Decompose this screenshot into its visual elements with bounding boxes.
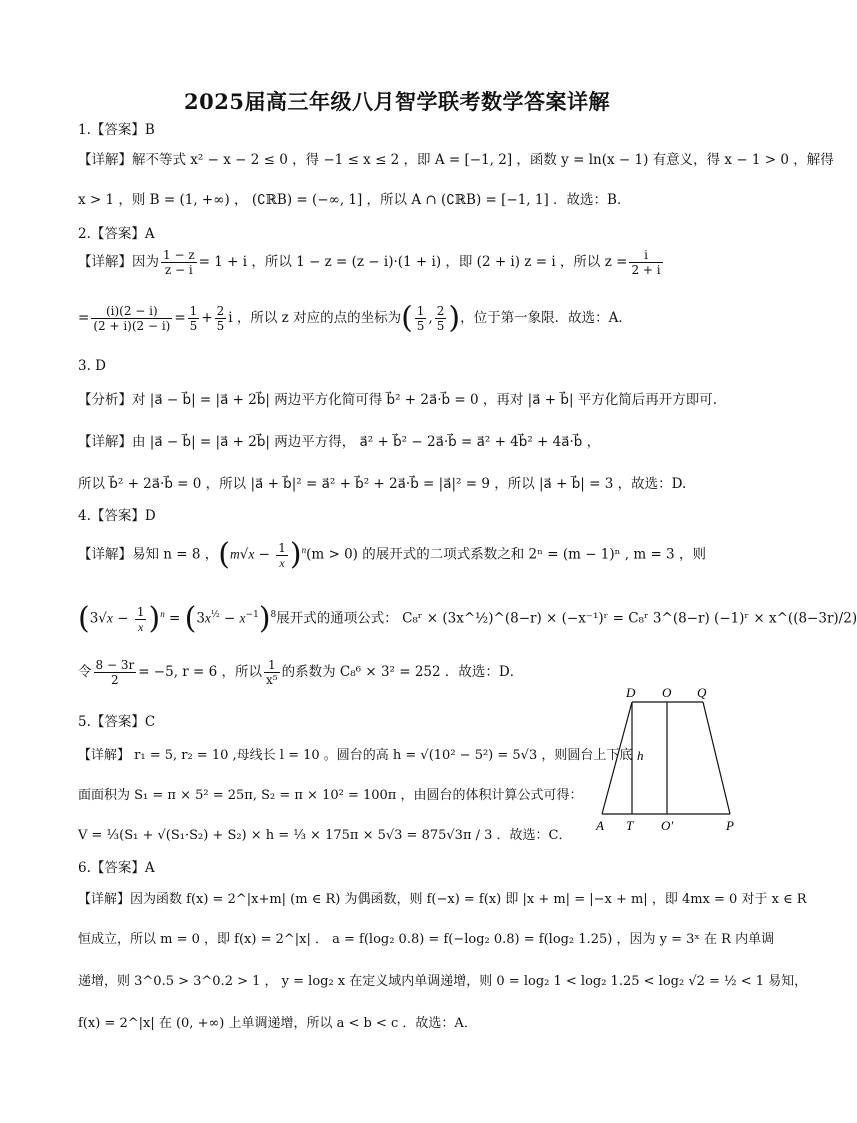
q1-detail-line2: x > 1 ，则 B = (1, +∞) ， (∁ℝB) = (−∞, 1] ，所以 A ∩ (∁ℝB) = [−1, 1] ．故选：B． bbox=[78, 192, 631, 208]
fraction: $\frac{(i)(2 - i)}{(2 + i)(2 - i)}$ bbox=[93, 304, 171, 333]
q6-detail-line1: 【详解】因为函数 f(x) = 2^|x+m| (m ∈ R) 为偶函数，则 f(−x) = f(x) 即 |x + m| = |−x + m| ，即 4mx = 0 对于 x ∈ R bbox=[78, 892, 807, 907]
q4-detail-line1: 【详解】易知 n = 8 ，(m√x − $\frac{1}{x}$ )$^n$(m > 0) 的展开式的二项式系数之和 2ⁿ = (m − 1)ⁿ , m = 3 ，则 bbox=[78, 537, 706, 572]
fraction: $\frac{1}{5}$ bbox=[189, 304, 198, 333]
q4-detail-line2: (3√x − $\frac{1}{x}$ )$^n = (3x^{\frac{1}{2}} - x^{-1})^8$展开式的通项公式： C₈ʳ × (3x^½)^(8−r) × (−x⁻¹)ʳ = C₈ʳ 3^(8−r) (−1)ʳ × x^((8−3r)/2) bbox=[78, 601, 857, 636]
left-slant-edge bbox=[602, 702, 632, 814]
fraction: $\frac{1}{x}$ bbox=[136, 604, 145, 634]
q3-analysis: 【分析】对 |a⃗ − b⃗| = |a⃗ + 2b⃗| 两边平方化简可得 b⃗² + 2a⃗·b⃗ = 0 ，再对 |a⃗ + b⃗| 平方化简后再开方即可. bbox=[78, 392, 718, 408]
q1-answer: 1.【答案】B bbox=[78, 122, 155, 138]
fraction: $\frac{i}{2 + i}$ bbox=[631, 248, 661, 277]
q5-detail-line1: 【详解】 r₁ = 5, r₂ = 10 ,母线长 l = 10 。圆台的高 h = √(10² − 5²) = 5√3 ，则圆台上下底 bbox=[78, 748, 633, 763]
q6-detail-line4: f(x) = 2^|x| 在 (0, +∞) 上单调递增，所以 a < b < c ．故选：A． bbox=[78, 1016, 477, 1031]
q5-detail-line2: 面面积为 S₁ = π × 5² = 25π, S₂ = π × 10² = 100π ，由圆台的体积计算公式可得： bbox=[78, 788, 583, 803]
fraction: $\frac{1}{\text{x⁵}}$ bbox=[266, 658, 278, 687]
frustum-diagram bbox=[592, 686, 772, 836]
q5-detail-line3: V = ⅓(S₁ + √(S₁·S₂) + S₂) × h = ⅓ × 175π × 5√3 = 875√3π / 3 ．故选：C． bbox=[78, 828, 572, 843]
q3-detail-line2: 所以 b⃗² + 2a⃗·b⃗ = 0 ，所以 |a⃗ + b⃗|² = a⃗² + b⃗² + 2a⃗·b⃗ = |a⃗|² = 9 ，所以 |a⃗ + b⃗| = 3 ，故选：D. bbox=[78, 476, 687, 492]
fraction: $\frac{2}{5}$ bbox=[216, 304, 225, 333]
q3-answer: 3. D bbox=[78, 358, 106, 374]
right-slant-edge bbox=[703, 702, 730, 814]
label-T: T bbox=[626, 818, 634, 833]
q5-answer: 5.【答案】C bbox=[78, 714, 156, 730]
label-A: A bbox=[596, 818, 604, 833]
label-P: P bbox=[726, 818, 734, 833]
q2-detail-line1: 【详解】因为 $\frac{1 - z}{z - i}$ = 1 + i ，所以 1 − z = (z − i)·(1 + i) ，即 (2 + i) z = i ，所以 z = $\frac{i}{2 + i}$ bbox=[78, 248, 661, 277]
q2-detail-line2: = $\frac{(i)(2 - i)}{(2 + i)(2 - i)}$ = $\frac{1}{5}$ + $\frac{2}{5}$ i ，所以 z 对应的点的坐标为( $\frac{1}{5}$ , $\frac{2}{5}$ )，位于第一象限．故选：A． bbox=[78, 300, 632, 336]
label-h: h bbox=[637, 748, 644, 763]
q1-detail-line1: 【详解】解不等式 x² − x − 2 ≤ 0 ，得 −1 ≤ x ≤ 2 ，即 A = [−1, 2] ，函数 y = ln(x − 1) 有意义，得 x − 1 > 0 ，解得 bbox=[78, 152, 834, 168]
q6-detail-line2: 恒成立，所以 m = 0 ，即 f(x) = 2^|x| ． a = f(log₂ 0.8) = f(−log₂ 0.8) = f(log₂ 1.25) ，因为 y = 3ˣ 在 R 内单调 bbox=[78, 932, 775, 947]
q4-detail-line3: 令 $\frac{8 - 3r}{2}$ = −5, r = 6 ，所以 $\frac{1}{\text{x⁵}}$ 的系数为 C₈⁶ × 3² = 252 ．故选：D． bbox=[78, 658, 524, 687]
fraction: $\frac{1}{5}$ bbox=[416, 304, 425, 333]
q4-answer: 4.【答案】D bbox=[78, 508, 156, 524]
fraction: $\frac{1 - z}{z - i}$ bbox=[163, 248, 195, 277]
label-O: O bbox=[662, 685, 672, 700]
label-Q: Q bbox=[697, 685, 707, 700]
q2-answer: 2.【答案】A bbox=[78, 226, 155, 242]
label-D: D bbox=[626, 685, 636, 700]
page-title: 2025届高三年级八月智学联考数学答案详解 bbox=[184, 89, 610, 114]
q6-detail-line3: 递增，则 3^0.5 > 3^0.2 > 1 ， y = log₂ x 在定义域内单调递增，则 0 = log₂ 1 < log₂ 1.25 < log₂ √2 = ½ < 1 易知， bbox=[78, 974, 808, 989]
q3-detail-line1: 【详解】由 |a⃗ − b⃗| = |a⃗ + 2b⃗| 两边平方得， a⃗² + b⃗² − 2a⃗·b⃗ = a⃗² + 4b⃗² + 4a⃗·b⃗ ， bbox=[78, 434, 601, 450]
fraction: $\frac{2}{5}$ bbox=[436, 304, 445, 333]
fraction: $\frac{1}{x}$ bbox=[278, 540, 286, 570]
label-O-prime: O′ bbox=[661, 818, 674, 833]
fraction: $\frac{8 - 3r}{2}$ bbox=[95, 658, 135, 687]
q6-answer: 6.【答案】A bbox=[78, 860, 155, 876]
